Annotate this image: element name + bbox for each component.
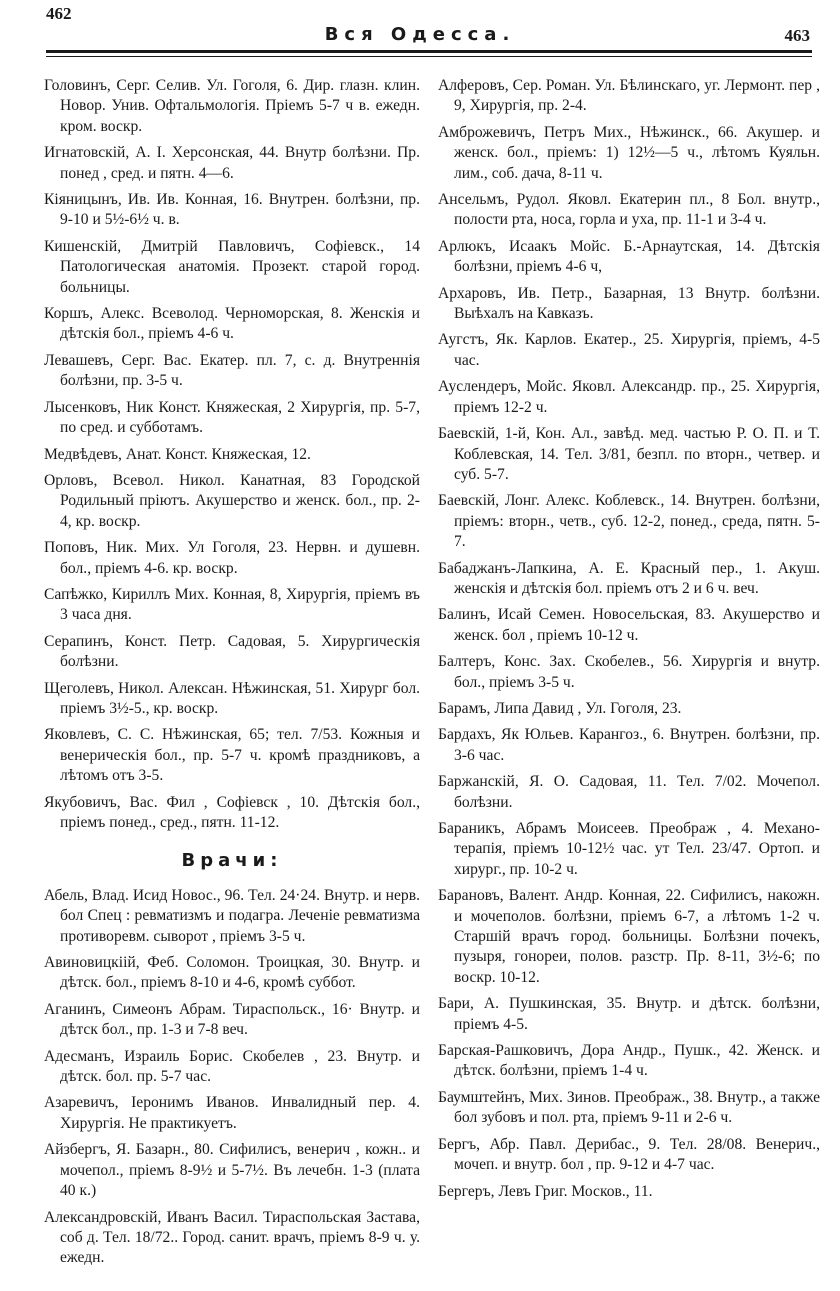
directory-entry: Ауслендеръ, Мойс. Яковл. Александр. пр., 25. Хирургія, пріемъ 12-2 ч. (438, 378, 820, 416)
directory-entry: Кіяницынъ, Ив. Ив. Конная, 16. Внутрен. болѣзни, пр. 9-10 и 5½-6½ ч. в. (44, 191, 420, 229)
directory-entry: Медвѣдевъ, Анат. Конст. Княжеская, 12. (44, 445, 311, 463)
page-number-left: 462 (46, 4, 72, 23)
directory-entry: Кишенскій, Дмитрій Павловичъ, Софіевск., 14 Патологическая анатомія. Прозект. старой город. больницы. (44, 237, 420, 296)
directory-entry: Айзбергъ, Я. Базарн., 80. Сифилисъ, венерич , кожн.. и мочепол., пріемъ 8-9½ и 5-7½. Въ лечебн. 1-3 (плата 40 к.) (44, 1141, 420, 1200)
directory-entry: Бардахъ, Як Юльев. Карангоз., 6. Внутрен. болѣзни, пр. 3-6 час. (438, 726, 820, 764)
header-rule (46, 50, 812, 57)
directory-entry: Авиновицкіій, Феб. Соломон. Троицкая, 30. Внутр. и дѣтск. бол., пріемъ 8-10 и 4-6, кромѣ суббот. (44, 954, 420, 992)
directory-entry: Амброжевичъ, Петръ Мих., Нѣжинск., 66. Акушер. и женск. бол., пріемъ: 1) 12½—5 ч., лѣтомъ Куяльн. лим., соб. дача, 8-11 ч. (438, 123, 820, 182)
directory-entry: Щеголевъ, Никол. Алексан. Нѣжинская, 51. Хирург бол. пріемъ 3½-5., кр. воскр. (44, 679, 420, 717)
right-column (438, 76, 820, 1208)
directory-entry: Якубовичъ, Вас. Фил , Софіевск , 10. Дѣтскія бол., пріемъ понед., сред., пятн. 11-12. (44, 793, 420, 831)
entries-list (438, 76, 820, 1202)
directory-entry: Коршъ, Алекс. Всеволод. Черноморская, 8. Женскія и дѣтскія бол., пріемъ 4-6 ч. (44, 305, 420, 343)
directory-entry: Ансельмъ, Рудол. Яковл. Екатерин пл., 8 Бол. внутр., полости рта, носа, горла и уха, пр. 11-1 и 3-4 ч. (438, 191, 820, 229)
directory-entry: Левашевъ, Серг. Вас. Екатер. пл. 7, с. д. Внутреннія болѣзни, пр. 3-5 ч. (44, 351, 420, 390)
directory-entry: Архаровъ, Ив. Петр., Базарная, 13 Внутр. болѣзни. Выѣхалъ на Кавказъ. (438, 284, 820, 323)
directory-entry: Бергъ, Абр. Павл. Дерибас., 9. Тел. 28/08. Венерич., мочеп. и внутр. бол , пр. 9-12 и 4-7 час. (438, 1135, 820, 1174)
directory-entry: Баумштейнъ, Мих. Зинов. Преображ., 38. Внутр., а также бол зубовъ и пол. рта, пріемъ 9-11 и 2-6 ч. (438, 1088, 820, 1127)
directory-entry: Бараникъ, Абрамъ Моисеев. Преображ , 4. Механо-терапія, пріемъ 10-12½ час. ут Тел. 23/47. Ортоп. и хирург., пр. 10-2 ч. (438, 820, 820, 878)
entries-list (44, 76, 420, 833)
directory-entry: Сапѣжко, Кириллъ Мих. Конная, 8, Хирургія, пріемъ въ 3 часа дня. (44, 585, 420, 624)
directory-entry: Бабаджанъ-Лапкина, А. Е. Красный пер., 1. Акуш. женскія и дѣтскія бол. пріемъ отъ 2 и 6 ч. веч. (438, 559, 820, 597)
directory-entry: Балинъ, Исай Семен. Новосельская, 83. Акушерство и женск. бол , пріемъ 10-12 ч. (438, 606, 820, 644)
directory-entry: Головинъ, Серг. Селив. Ул. Гоголя, 6. Дир. глазн. клин. Новор. Унив. Офтальмологія. Пріемъ 5-7 ч в. ежедн. кром. воскр. (44, 77, 420, 135)
directory-entry: Барамъ, Липа Давид , Ул. Гоголя, 23. (438, 699, 682, 717)
directory-entry: Балтеръ, Конс. Зах. Скобелев., 56. Хирургія и внутр. бол., пріемъ 3-5 ч. (438, 653, 820, 691)
directory-entry: Адесманъ, Израиль Борис. Скобелев , 23. Внутр. и дѣтск. бол. пр. 5-7 час. (44, 1047, 420, 1086)
directory-entry: Поповъ, Ник. Мих. Ул Гоголя, 23. Нервн. и душевн. бол., пріемъ 4-6. кр. воскр. (44, 539, 420, 577)
running-title: Вся Одесса. (324, 24, 516, 45)
directory-entry: Аганинъ, Симеонъ Абрам. Тираспольск., 16· Внутр. и дѣтск бол., пр. 1-3 и 7-8 веч. (44, 1000, 420, 1039)
directory-entry: Бергеръ, Левъ Григ. Москов., 11. (438, 1182, 653, 1200)
entries-list (44, 886, 420, 1269)
directory-entry: Баевскій, 1-й, Кон. Ал., завѣд. мед. частью Р. О. П. и Т. Коблевская, 14. Тел. 3/81, безпл. по вторн., четвер. и суб. 5-7. (438, 425, 820, 483)
directory-entry: Баевскій, Лонг. Алекс. Коблевск., 14. Внутрен. болѣзни, пріемъ: вторн., четв., суб. 12-2, понед., среда, пятн. 5-7. (438, 492, 820, 551)
page-number-right: 463 (784, 26, 810, 45)
directory-entry: Аугстъ, Як. Карлов. Екатер., 25. Хирургія, пріемъ, 4-5 час. (438, 331, 820, 369)
directory-entry: Барская-Рашковичъ, Дора Андр., Пушк., 42. Женск. и дѣтск. болѣзни, пріемъ 1-4 ч. (438, 1042, 820, 1080)
directory-entry: Серапинъ, Конст. Петр. Садовая, 5. Хирургическія болѣзни. (44, 632, 420, 671)
directory-entry: Барановъ, Валент. Андр. Конная, 22. Сифилисъ, накожн. и мочеполов. болѣзни, пріемъ 6-7, а лѣтомъ 1-2 ч. Старшій врачъ город. больницы. Болѣзни почекъ, пузыря, гонореи, полов. разстр. Пр. 8-11, 3½-6; по воскр. 10-12. (438, 887, 820, 986)
directory-entry: Игнатовскій, А. І. Херсонская, 44. Внутр болѣзни. Пр. понед , сред. и пятн. 4—6. (44, 144, 420, 182)
directory-entry: Алферовъ, Сер. Роман. Ул. Бѣлинскаго, уг. Лермонт. пер , 9, Хирургія, пр. 2-4. (438, 77, 820, 115)
directory-entry: Александровскій, Иванъ Васил. Тираспольская Застава, соб д. Тел. 18/72.. Город. санит. врачъ, пріемъ 8-9 ч. у. ежедн. (44, 1208, 420, 1267)
directory-entry: Баржанскій, Я. О. Садовая, 11. Тел. 7/02. Мочепол. болѣзни. (438, 773, 820, 811)
directory-entry: Бари, А. Пушкинская, 35. Внутр. и дѣтск. болѣзни, пріемъ 4-5. (438, 995, 820, 1033)
directory-entry: Лысенковъ, Ник Конст. Княжеская, 2 Хирургія, пр. 5-7, по сред. и субботамъ. (44, 398, 420, 437)
left-column (44, 76, 420, 1275)
section-title: Врачи: (181, 850, 283, 872)
directory-entry: Орловъ, Всевол. Никол. Канатная, 83 Городской Родильный пріютъ. Акушерство и женск. бол., пр. 2-4, кр. воскр. (44, 471, 420, 530)
directory-entry: Абель, Влад. Исид Новос., 96. Тел. 24·24. Внутр. и нерв. бол Спец : ревматизмъ и подагра. Леченіе ревматизма противоревм. сыворот , пріемъ 3-5 ч. (44, 886, 420, 945)
directory-entry: Яковлевъ, С. С. Нѣжинская, 65; тел. 7/53. Кожныя и венерическія бол., пр. 5-7 ч. кромѣ праздниковъ, а лѣтомъ отъ 3-5. (44, 726, 420, 785)
directory-entry: Азаревичъ, Іеронимъ Иванов. Инвалидный пер. 4. Хирургія. Не практикуетъ. (44, 1094, 420, 1132)
directory-entry: Арлюкъ, Исаакъ Мойс. Б.-Арнаутская, 14. Дѣтскія болѣзни, пріемъ 4-6 ч, (438, 237, 820, 276)
